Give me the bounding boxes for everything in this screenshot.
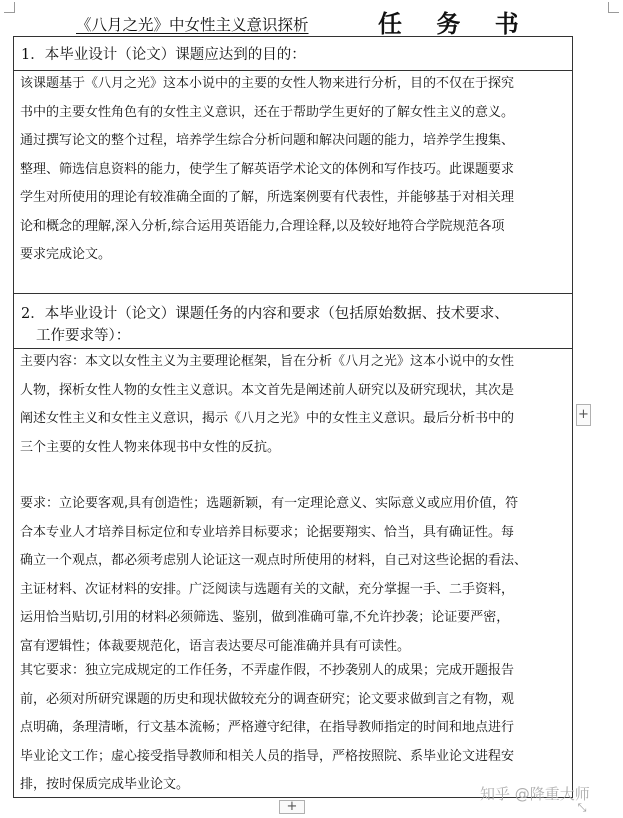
main-content-line: 三个主要的女性人物来体现书中女性的反抗。 <box>20 439 281 455</box>
section1-line: 整理、筛选信息资料的能力，使学生了解英语学术论文的体例和写作技巧。此课题要求 <box>20 161 515 177</box>
requirement-line: 要求：立论要客观,具有创造性；选题新颖，有一定理论意义、实际意义或应用价值，符 <box>20 496 519 511</box>
section2-requirements[interactable] <box>20 490 570 661</box>
other-requirement-line: 其它要求：独立完成规定的工作任务，不弄虚作假，不抄袭别人的成果；完成开题报告 <box>20 663 515 678</box>
add-column-button[interactable]: + <box>576 404 591 426</box>
add-row-button[interactable]: + <box>279 800 305 814</box>
section1-line: 该课题基于《八月之光》这本小说中的主要的女性人物来进行分析，目的不仅在于探究 <box>20 76 515 91</box>
other-requirement-line: 前，必须对所研究课题的历史和现状做较充分的调查研究；论文要求做到言之有物，观 <box>20 691 515 707</box>
main-content-line: 人物，探析女性人物的女性主义意识。本文首先是阐述前人研究以及研究现状，其次是 <box>20 382 515 398</box>
section2-other-requirements[interactable] <box>20 657 570 800</box>
main-content-line: 主要内容：本文以女性主义为主要理论框架，旨在分析《八月之光》这本小说中的女性 <box>20 354 515 369</box>
section1-line: 通过撰写论文的整个过程，培养学生综合分析问题和解决问题的能力，培养学生搜集、 <box>20 133 515 148</box>
section2-title-line2: 工作要求等）： <box>36 328 131 344</box>
document-heading: 任 务 书 <box>378 9 532 38</box>
task-table <box>13 36 573 798</box>
section2-title-line1: 2．本毕业设计（论文）课题任务的内容和要求（包括原始数据、技术要求、 <box>21 306 509 322</box>
document-title: 《八月之光》中女性主义意识探析 <box>76 16 309 34</box>
other-requirement-line: 毕业论文工作；虚心接受指导教师和相关人员的指导，严格按照院、系毕业论文进程安 <box>20 748 515 764</box>
requirement-line: 确立一个观点，都必须考虑别人论证这一观点时所使用的材料，自己对这些论据的看法、 <box>20 553 528 568</box>
watermark: 知乎 @降重大师 <box>480 785 590 803</box>
section1-line: 书中的主要女性角色有的女性主义意识，还在于帮助学生更好的了解女性主义的意义。 <box>20 104 515 120</box>
table-resize-icon[interactable]: ⤡ <box>577 801 587 814</box>
section1-line: 要求完成论文。 <box>20 247 112 262</box>
section2-main-content[interactable] <box>20 348 570 462</box>
requirement-line: 运用恰当贴切,引用的材料必须筛选、鉴别，做到准确可靠,不允许抄袭；论证要严密， <box>20 610 510 625</box>
section-divider <box>14 293 572 294</box>
requirement-line: 合本专业人才培养目标定位和专业培养目标要求；论据要翔实、恰当，具有确证性。每 <box>20 524 515 540</box>
section1-title: 1．本毕业设计（论文）课题应达到的目的： <box>21 47 306 63</box>
requirement-line: 主证材料、次证材料的安排。广泛阅读与选题有关的文献，充分掌握一手、二手资料， <box>20 581 515 597</box>
other-requirement-line: 排，按时保质完成毕业论文。 <box>20 777 190 792</box>
section1-line: 论和概念的理解,深入分析,综合运用英语能力,合理诠释,以及较好地符合学院规范各项 <box>20 218 505 234</box>
requirement-line: 富有逻辑性；体裁要规范化，语言表达要尽可能准确并具有可读性。 <box>20 638 411 654</box>
main-content-line: 阐述女性主义和女性主义意识，揭示《八月之光》中的女性主义意识。最后分析书中的 <box>20 411 515 426</box>
other-requirement-line: 点明确，条理清晰，行文基本流畅；严格遵守纪律，在指导教师指定的时间和地点进行 <box>20 720 515 735</box>
section1-line: 学生对所使用的理论有较准确全面的了解，所选案例要有代表性，并能够基于对相关理 <box>20 190 515 205</box>
document-header <box>0 4 623 36</box>
section1-body[interactable] <box>20 70 570 270</box>
